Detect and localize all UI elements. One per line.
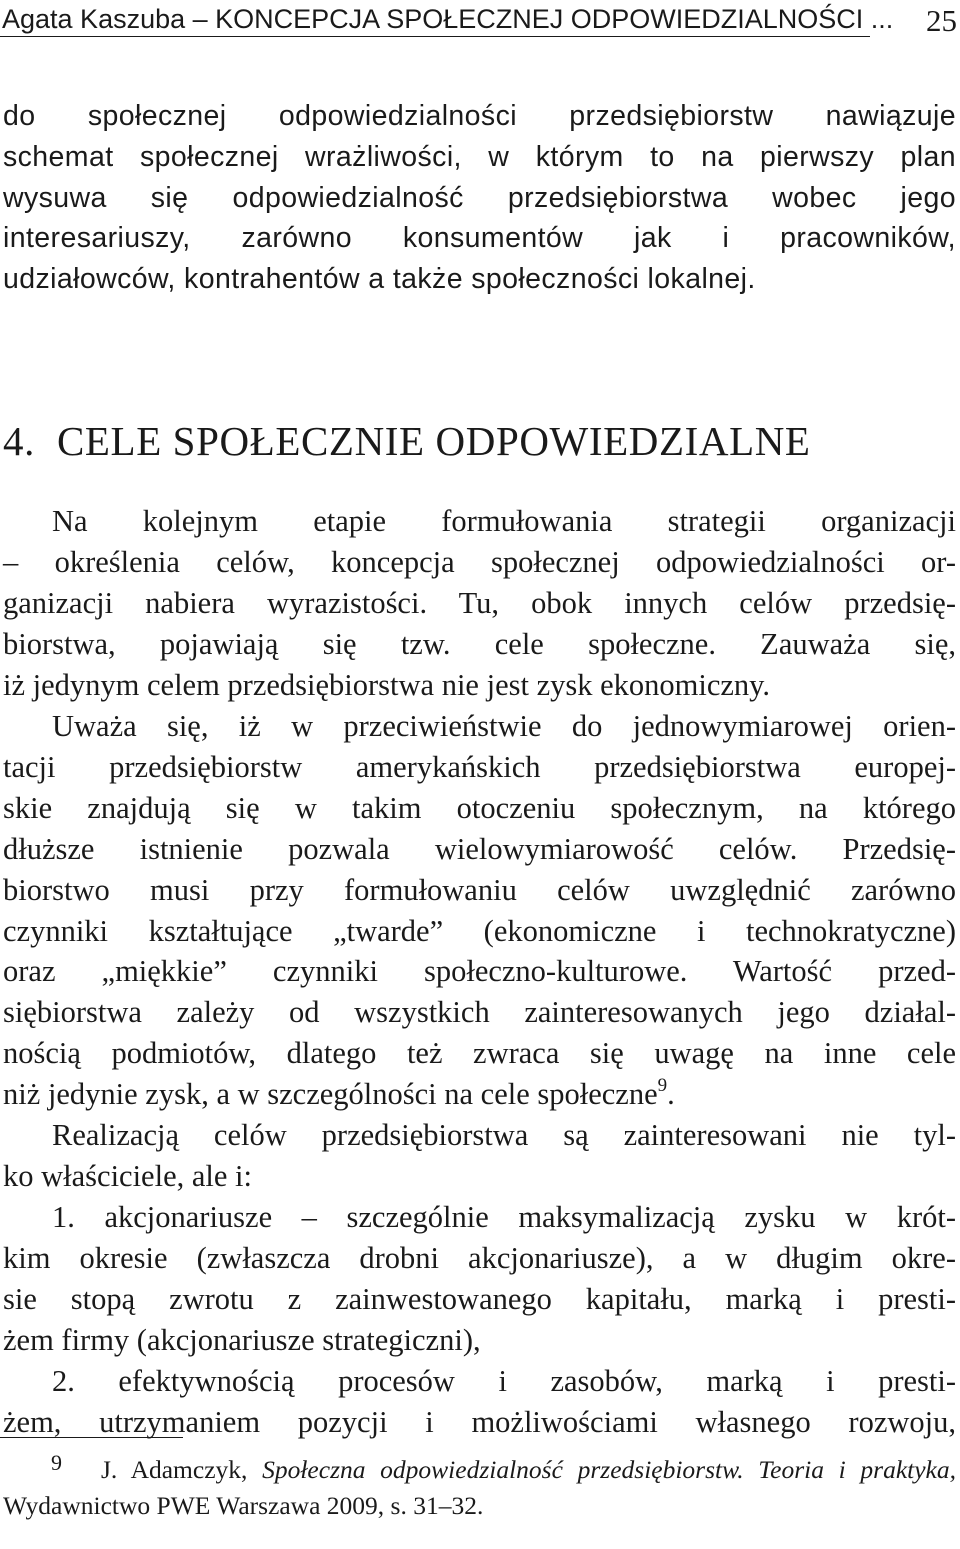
body-line: ko właściciele, ale i: (3, 1159, 252, 1194)
running-header (2, 0, 957, 38)
section-title: CELE SPOŁECZNIE ODPOWIEDZIALNE (56, 418, 811, 464)
list-item-line: 1. akcjonariusze – szczególnie maksymalizacją zysku w krót- (52, 1200, 956, 1235)
body-line: tacji przedsiębiorstw amerykańskich przedsiębiorstwa europej- (3, 749, 956, 784)
page-number: 25 (926, 3, 957, 38)
list-item-line: sie stopą zwrotu z zainwestowanego kapitału, marką i presti- (3, 1282, 956, 1317)
footnote-author: J. Adamczyk, (101, 1455, 248, 1484)
body-line: dłuższe istnienie pozwala wielowymiarowość celów. Przedsię- (3, 831, 956, 866)
footnote-publisher: Wydawnictwo PWE Warszawa 2009, s. 31–32. (3, 1491, 484, 1520)
body-line: Na kolejnym etapie formułowania strategii organizacji (52, 504, 956, 538)
body-line-with-footnote (3, 1074, 956, 1115)
body-line: nością podmiotów, dlatego też zwraca się uwagę na inne cele (3, 1036, 956, 1071)
intro-line: do społecznej odpowiedzialności przedsiębiorstw nawiązuje (3, 100, 956, 132)
intro-line: interesariuszy, zarówno konsumentów jak i pracowników, (3, 222, 956, 255)
footnote: 9 J. Adamczyk, Społeczna odpowiedzialność przedsiębiorstw. Teoria i praktyka, Wydawnictwo PWE Warszawa 2009, s. 31–32. (3, 1452, 956, 1524)
body-line-text: niż jedynie zysk, a w szczególności na cele społeczne (3, 1077, 658, 1112)
footnote-reference-tail: . (667, 1077, 675, 1112)
body-text (3, 501, 956, 1443)
intro-paragraph (3, 96, 956, 300)
intro-line: udziałowców, kontrahentów a także społeczności lokalnej. (3, 263, 756, 296)
list-item-line: kim okresie (zwłaszcza drobni akcjonariusze), a w długim okre- (3, 1241, 956, 1276)
body-line: – określenia celów, koncepcja społecznej odpowiedzialności or- (3, 544, 956, 579)
body-line: Uważa się, iż w przeciwieństwie do jednowymiarowej orien- (52, 708, 956, 743)
body-line: skie znajdują się w takim otoczeniu społecznym, na którego (3, 790, 956, 825)
body-line: biorstwa, pojawiają się tzw. cele społeczne. Zauważa się, (3, 626, 956, 661)
body-line: czynniki kształtujące „twarde” (ekonomiczne i technokratyczne) (3, 913, 956, 948)
intro-line: schemat społecznej wrażliwości, w którym to na pierwszy plan (3, 140, 956, 173)
intro-line: wysuwa się odpowiedzialność przedsiębiorstwa wobec jego (3, 181, 956, 214)
list-item-line: żem, utrzymaniem pozycji i możliwościami własnego rozwoju, (3, 1404, 956, 1439)
header-rule (0, 36, 870, 37)
body-line: ganizacji nabiera wyrazistości. Tu, obok innych celów przedsię- (3, 585, 956, 620)
footnote-title: Społeczna odpowiedzialność przedsiębiorstw. Teoria i praktyka, (262, 1455, 956, 1484)
list-item-line: żem firmy (akcjonariusze strategiczni), (3, 1323, 481, 1358)
body-line: Realizacją celów przedsiębiorstwa są zainteresowani nie tyl- (52, 1118, 956, 1153)
body-line: iż jedynym celem przedsiębiorstwa nie jest zysk ekonomiczny. (3, 667, 771, 702)
body-line: oraz „miękkie” czynniki społeczno-kulturowe. Wartość przed- (3, 954, 956, 989)
list-item-line: 2. efektywnością procesów i zasobów, marką i presti- (52, 1364, 956, 1399)
section-heading (3, 414, 956, 468)
body-line: siębiorstwa zależy od wszystkich zainteresowanych jego działal- (3, 995, 956, 1030)
footnote-reference[interactable]: 9 (657, 1075, 668, 1097)
footnote-rule (0, 1437, 183, 1438)
body-line: biorstwo musi przy formułowaniu celów uwzględnić zarówno (3, 872, 956, 907)
running-header-title: Agata Kaszuba – KONCEPCJA SPOŁECZNEJ ODPOWIEDZIALNOŚCI ... (2, 4, 894, 34)
section-number: 4. (3, 418, 35, 464)
